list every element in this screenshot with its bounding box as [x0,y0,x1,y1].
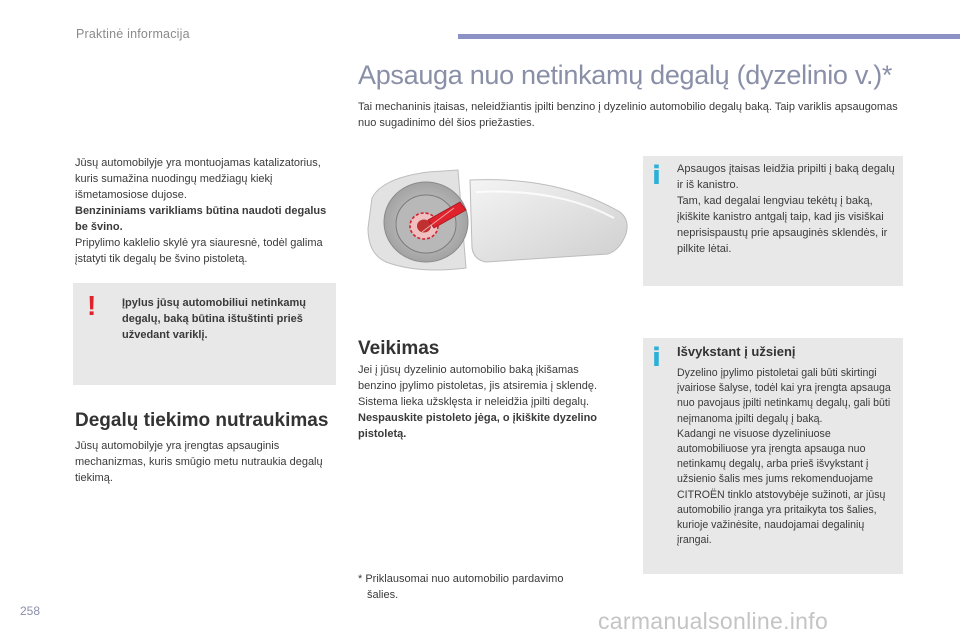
info-box-canister [643,156,903,286]
fuel-cutoff-text: Jūsų automobilyje yra įrengtas apsauginis mechanizmas, kuris smūgio metu nutraukia degalų tiekimą. [75,440,323,484]
page-title: Apsauga nuo netinkamų degalų (dyzelinio v.)* [358,60,893,90]
warning-text: Įpylus jūsų automobiliui netinkamų degalų, baką būtina ištuštinti prieš užvedant variklį. [122,297,306,341]
info-box-abroad [643,338,903,574]
fuel-cutoff-heading: Degalų tiekimo nutraukimas [75,410,329,431]
fuel-filler-drawing [358,158,636,286]
warning-icon: ! [87,290,97,321]
footnote [358,571,620,603]
fuel-filler-illustration [358,158,636,286]
section-title: Praktinė informacija [76,27,190,41]
info-canister-line-1: Apsaugos įtaisas leidžia pripilti į baką degalų ir iš kanistro. [677,163,895,191]
left-column-text [75,155,330,267]
catalyst-paragraph: Jūsų automobilyje yra montuojamas katalizatorius, kuris sumažina nuodingų medžiagų kiekį išmetamosiose dujose. [75,157,321,201]
footnote-line-2: šalies. [367,589,399,601]
info-icon: i [652,343,661,373]
abroad-heading: Išvykstant į užsienį [677,344,796,359]
operation-heading: Veikimas [358,338,440,359]
page-number: 258 [20,604,41,618]
info-icon: i [652,161,661,191]
unleaded-notice: Benzininiams varikliams būtina naudoti degalus be švino. [75,205,327,233]
watermark: carmanualsonline.info [598,608,829,634]
header-accent-bar [458,34,960,39]
operation-text [358,362,620,442]
abroad-line-1: Dyzelino įpylimo pistoletai gali būti skirtingi įvairiose šalyse, todėl kai yra įrengta apsauga nuo pavojaus įpilti netinkamų degalų, gali būti neįmanoma įpilti degalų į baką. [677,367,891,425]
operation-paragraph: Jei į jūsų dyzelinio automobilio baką įkišamas benzino įpylimo pistoletas, jis atsiremia į sklendę. Sistema lieka užsklęsta ir neleidžia įpilti degalų. [358,364,598,408]
abroad-line-2: Kadangi ne visuose dyzeliniuose automobiliuose yra įrengta apsauga nuo netinkamų degalų, arba prieš išvykstant į užsienio šalis mes jums rekomenduojame CITROËN tinklo atstovybėje sužinoti, ar jūsų automobilio įranga yra pritaikyta tos šalies, kurioje važinėsite, naudojamai degalinių įrangai. [677,427,886,547]
abroad-text [677,366,899,548]
info-canister-text [677,161,899,257]
info-canister-line-2: Tam, kad degalai lengviau tekėtų į baką, įkiškite kanistro antgalį taip, kad jis visiškai neprisispaustų prie apsauginės sklendės, ir pilkite lėtai. [677,195,888,255]
footnote-line-1: * Priklausomai nuo automobilio pardavimo [358,573,564,585]
warning-box [73,283,336,385]
intro-paragraph: Tai mechaninis įtaisas, neleidžiantis įpilti benzino į dyzelinio automobilio degalų baką. Taip variklis apsaugomas nuo sugadinimo dėl šios priežasties. [358,101,898,129]
filler-neck-paragraph: Pripylimo kaklelio skylė yra siauresnė, todėl galima įstatyti tik degalų be švino pistoletą. [75,237,323,265]
operation-bold-notice: Nespauskite pistoleto jėga, o įkiškite dyzelino pistoletą. [358,412,598,440]
